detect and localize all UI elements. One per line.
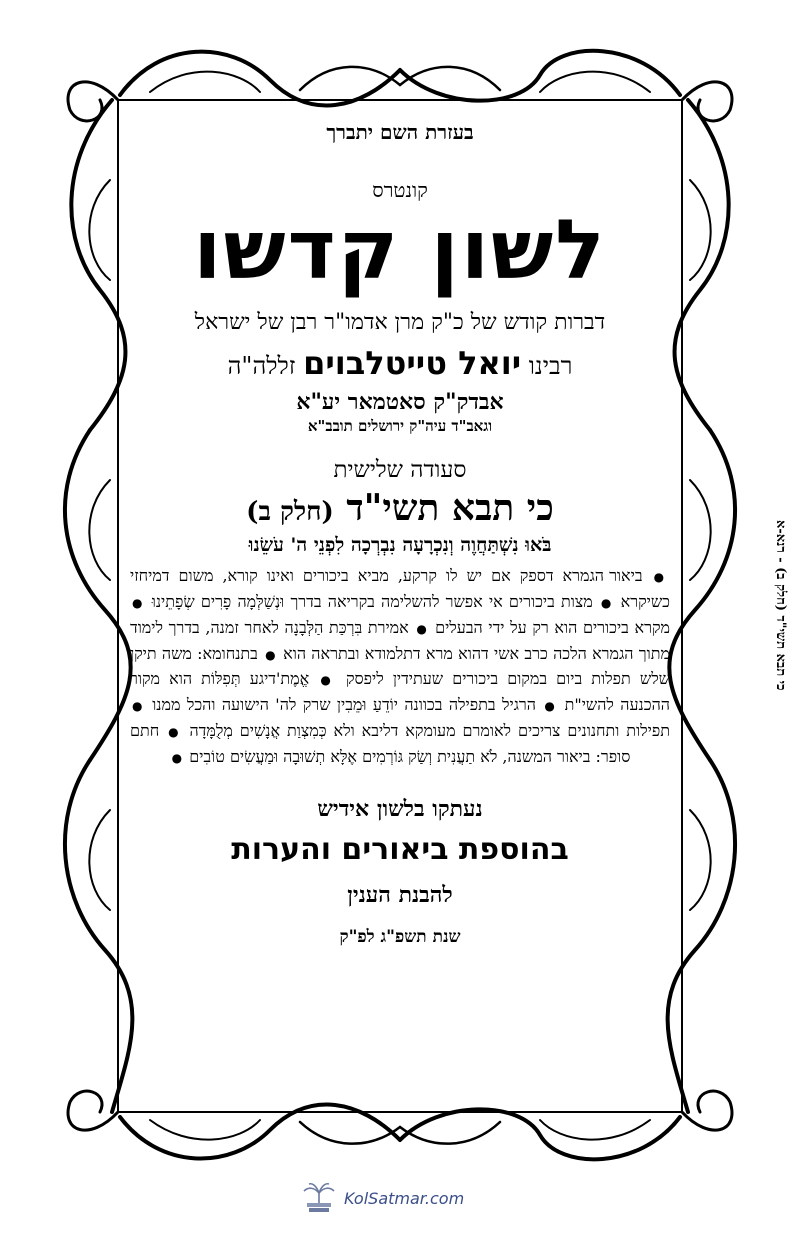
- author-suffix: זללה"ה: [227, 352, 296, 381]
- palm-tree-books-icon: [300, 1181, 338, 1215]
- bullet-icon: ●: [544, 699, 557, 714]
- blessing-heading: בעזרת השם יתברך: [326, 120, 474, 144]
- parsha-part: (חלק ב): [246, 496, 334, 527]
- topic-item: ביאור הגמרא דספק אם יש לו קרקע, מביא ביכורים ואינו קורא, משום דמיחזי כשיקרא: [130, 565, 670, 611]
- understanding-note: להבנת הענין: [347, 882, 453, 909]
- topic-item: אמירת בִּרְכַּת הַלְּבָנָה לאחר זמנה, בדרך לימוד מתוך הגמרא הלכה כרב אשי דהוא מרא דתלמודא ובתראה הוא: [130, 617, 670, 663]
- parsha-name: כי תבא תשי"ד: [346, 486, 554, 529]
- site-footer[interactable]: [300, 1178, 500, 1218]
- bullet-icon: ●: [653, 569, 668, 584]
- site-name[interactable]: KolSatmar.com: [344, 1188, 465, 1208]
- topic-item: הרגיל בתפילה בכוונה יוֹדֵעַ וּמֵבִין שרק לה' הישועה והכל ממנו: [152, 695, 536, 715]
- bullet-icon: ●: [171, 751, 183, 766]
- bullet-icon: ●: [600, 595, 613, 610]
- author-prefix: רבינו: [528, 352, 573, 381]
- topic-item: מצות ביכורים אי אפשר להשלימה בקריאה בדרך וּנְשַׁלְּמָה פָרִים שְׂפָתֵינוּ: [151, 591, 593, 611]
- spine-text: כי תבא תשי"ד (חלק ב) - רנא-א: [773, 520, 788, 691]
- topic-item: תפילות ותחנונים צריכים לאומרם מעומקא דליבא ולא כְּמִצְוַת אֲנָשִׁים מְלֻמָּדָה: [189, 721, 670, 741]
- author-description: דברות קודש של כ"ק מרן אדמו"ר רבן של ישראל: [194, 310, 606, 336]
- bullet-icon: ●: [168, 725, 181, 740]
- main-title: לשון קדשו: [193, 203, 607, 298]
- bullet-icon: ●: [265, 647, 276, 662]
- author-name: יואל טייטלבוים: [303, 344, 522, 383]
- topic-item: חתם סופר: ביאור המשנה, לֹא תַעֲנִית וְשַׂק גּוֹרְמִים אֶלָּא תְשׁוּבָה וּמַעֲשִׂים טוֹבִים: [130, 721, 631, 767]
- bullet-icon: ●: [320, 673, 335, 688]
- bullet-icon: ●: [416, 621, 428, 636]
- parsha-title: [130, 487, 670, 530]
- author-name-line: [130, 344, 670, 382]
- verse-line: בֹּאוּ נִשְׁתַּחֲוֶה וְנִכְרָעָה נִבְרְכָה לִפְנֵי ה' עֹשֵׂנוּ: [248, 534, 552, 557]
- author-title-2: וגאב"ד עיה"ק ירושלים תובב"א: [307, 417, 493, 436]
- bullet-icon: ●: [132, 595, 144, 610]
- topics-list: [130, 563, 670, 770]
- topic-item: מקרא ביכורים הוא רק על ידי הבעלים: [435, 617, 671, 637]
- title-page-content: [130, 110, 670, 947]
- publication-year: שנת תשפ"ג לפ"ק: [339, 926, 461, 947]
- translation-note: נעתקו בלשון אידיש: [317, 796, 483, 823]
- topic-item: בתנחומא: משה תיקן שלש תפלות ביום במקום ביכורים שעתידין ליפסק: [130, 643, 670, 689]
- bullet-icon: ●: [132, 699, 144, 714]
- kuntres-label: קונטרס: [372, 178, 428, 202]
- spine-label: [772, 520, 792, 720]
- meal-label: סעודה שלישית: [333, 457, 467, 484]
- topic-item: אֱמֶת'דיגע תְּפִלּוֹת הוא מקור ההכנעה להשי"ת: [130, 669, 670, 715]
- additions-note: בהוספת ביאורים והערות: [231, 832, 569, 868]
- author-title-1: אבדק"ק סאטמאר יע"א: [296, 388, 504, 415]
